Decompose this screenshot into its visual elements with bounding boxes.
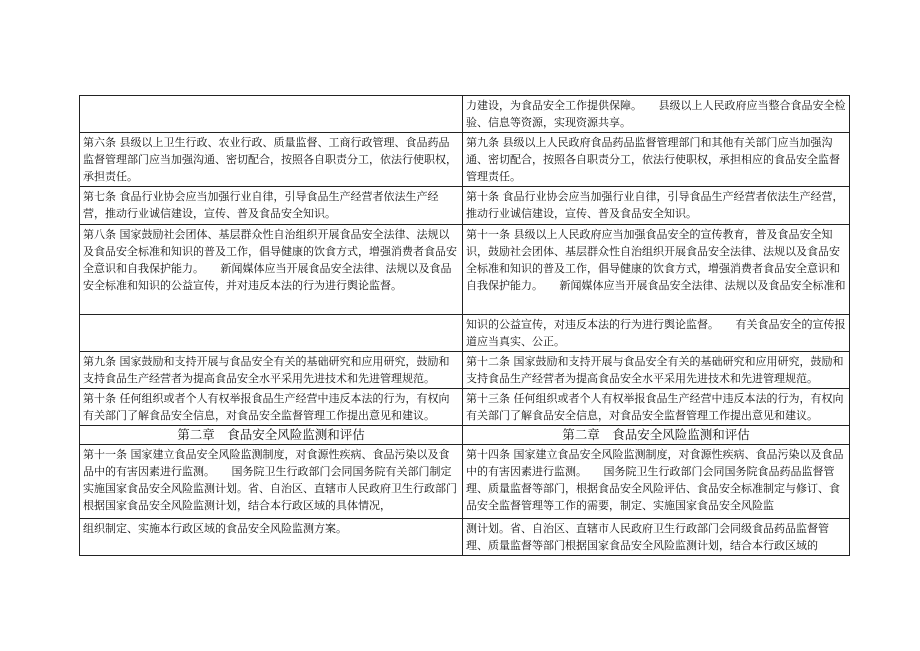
table-row — [80, 96, 850, 133]
table-row — [80, 315, 850, 352]
table-row — [80, 389, 850, 426]
right-cell: 第十条 食品行业协会应当加强行业自律，引导食品生产经营者依法生产经营，推动行业诚信建设，宣传、普及食品安全知识。 — [463, 187, 850, 225]
right-cell: 第十四条 国家建立食品安全风险监测制度，对食源性疾病、食品污染以及食品中的有害因素进行监测。 国务院卫生行政部门会同国务院食品药品监督管理、质量监督等部门，根据食品安全风险评估、食品安全标准制定与修订、食品安全监督管理等工作的需要，制定、实施国家食品安全风险监 — [463, 445, 850, 519]
right-cell: 第十一条 县级以上人民政府应当加强食品安全的宣传教育，普及食品安全知识，鼓励社会团体、基层群众性自治组织开展食品安全法律、法规以及食品安全标准和知识的普及工作，倡导健康的饮食方式，增强消费者食品安全意识和自我保护能力。 新闻媒体应当开展食品安全法律、法规以及食品安全标准和 — [463, 225, 850, 315]
right-cell: 力建设，为食品安全工作提供保障。 县级以上人民政府应当整合食品安全检验、信息等资源，实现资源共享。 — [463, 96, 850, 133]
left-cell: 第十条 任何组织或者个人有权举报食品生产经营中违反本法的行为，有权向有关部门了解食品安全信息，对食品安全监督管理工作提出意见和建议。 — [80, 389, 463, 426]
right-cell: 第九条 县级以上人民政府食品药品监督管理部门和其他有关部门应当加强沟通、密切配合，按照各自职责分工，依法行使职权，承担相应的食品安全监督管理责任。 — [463, 133, 850, 187]
left-cell: 第七条 食品行业协会应当加强行业自律，引导食品生产经营者依法生产经营，推动行业诚信建设，宣传、普及食品安全知识。 — [80, 187, 463, 225]
left-cell: 第六条 县级以上卫生行政、农业行政、质量监督、工商行政管理、食品药品监督管理部门应当加强沟通、密切配合，按照各自职责分工，依法行使职权，承担责任。 — [80, 133, 463, 187]
right-cell: 测计划。省、自治区、直辖市人民政府卫生行政部门会同级食品药品监督管理、质量监督等部门根据国家食品安全风险监测计划，结合本行政区域的 — [463, 519, 850, 556]
left-cell: 第九条 国家鼓励和支持开展与食品安全有关的基础研究和应用研究，鼓励和支持食品生产经营者为提高食品安全水平采用先进技术和先进管理规范。 — [80, 352, 463, 389]
chapter-heading-right: 第二章 食品安全风险监测和评估 — [463, 426, 850, 445]
left-cell — [80, 315, 463, 352]
right-cell: 第十二条 国家鼓励和支持开展与食品安全有关的基础研究和应用研究，鼓励和支持食品生产经营者为提高食品安全水平采用先进技术和先进管理规范。 — [463, 352, 850, 389]
table-row — [80, 133, 850, 187]
table-row — [80, 187, 850, 225]
left-cell — [80, 96, 463, 133]
table-row — [80, 519, 850, 556]
right-cell: 第十三条 任何组织或者个人有权举报食品生产经营中违反本法的行为，有权向有关部门了解食品安全信息，对食品安全监督管理工作提出意见和建议。 — [463, 389, 850, 426]
chapter-heading-left: 第二章 食品安全风险监测和评估 — [80, 426, 463, 445]
left-cell: 第十一条 国家建立食品安全风险监测制度，对食源性疾病、食品污染以及食品中的有害因素进行监测。 国务院卫生行政部门会同国务院有关部门制定实施国家食品安全风险监测计划。省、自治区、直辖市人民政府卫生行政部门根据国家食品安全风险监测计划，结合本行政区域的具体情况， — [80, 445, 463, 519]
left-cell: 第八条 国家鼓励社会团体、基层群众性自治组织开展食品安全法律、法规以及食品安全标准和知识的普及工作，倡导健康的饮食方式，增强消费者食品安全意识和自我保护能力。 新闻媒体应当开展食品安全法律、法规以及食品安全标准和知识的公益宣传，并对违反本法的行为进行舆论监督。 — [80, 225, 463, 315]
left-cell: 组织制定、实施本行政区域的食品安全风险监测方案。 — [80, 519, 463, 556]
chapter-heading-row — [80, 426, 850, 445]
table-row — [80, 445, 850, 519]
table-row — [80, 352, 850, 389]
comparison-table — [79, 95, 850, 556]
table-row — [80, 225, 850, 315]
right-cell: 知识的公益宣传，对违反本法的行为进行舆论监督。 有关食品安全的宣传报道应当真实、公正。 — [463, 315, 850, 352]
